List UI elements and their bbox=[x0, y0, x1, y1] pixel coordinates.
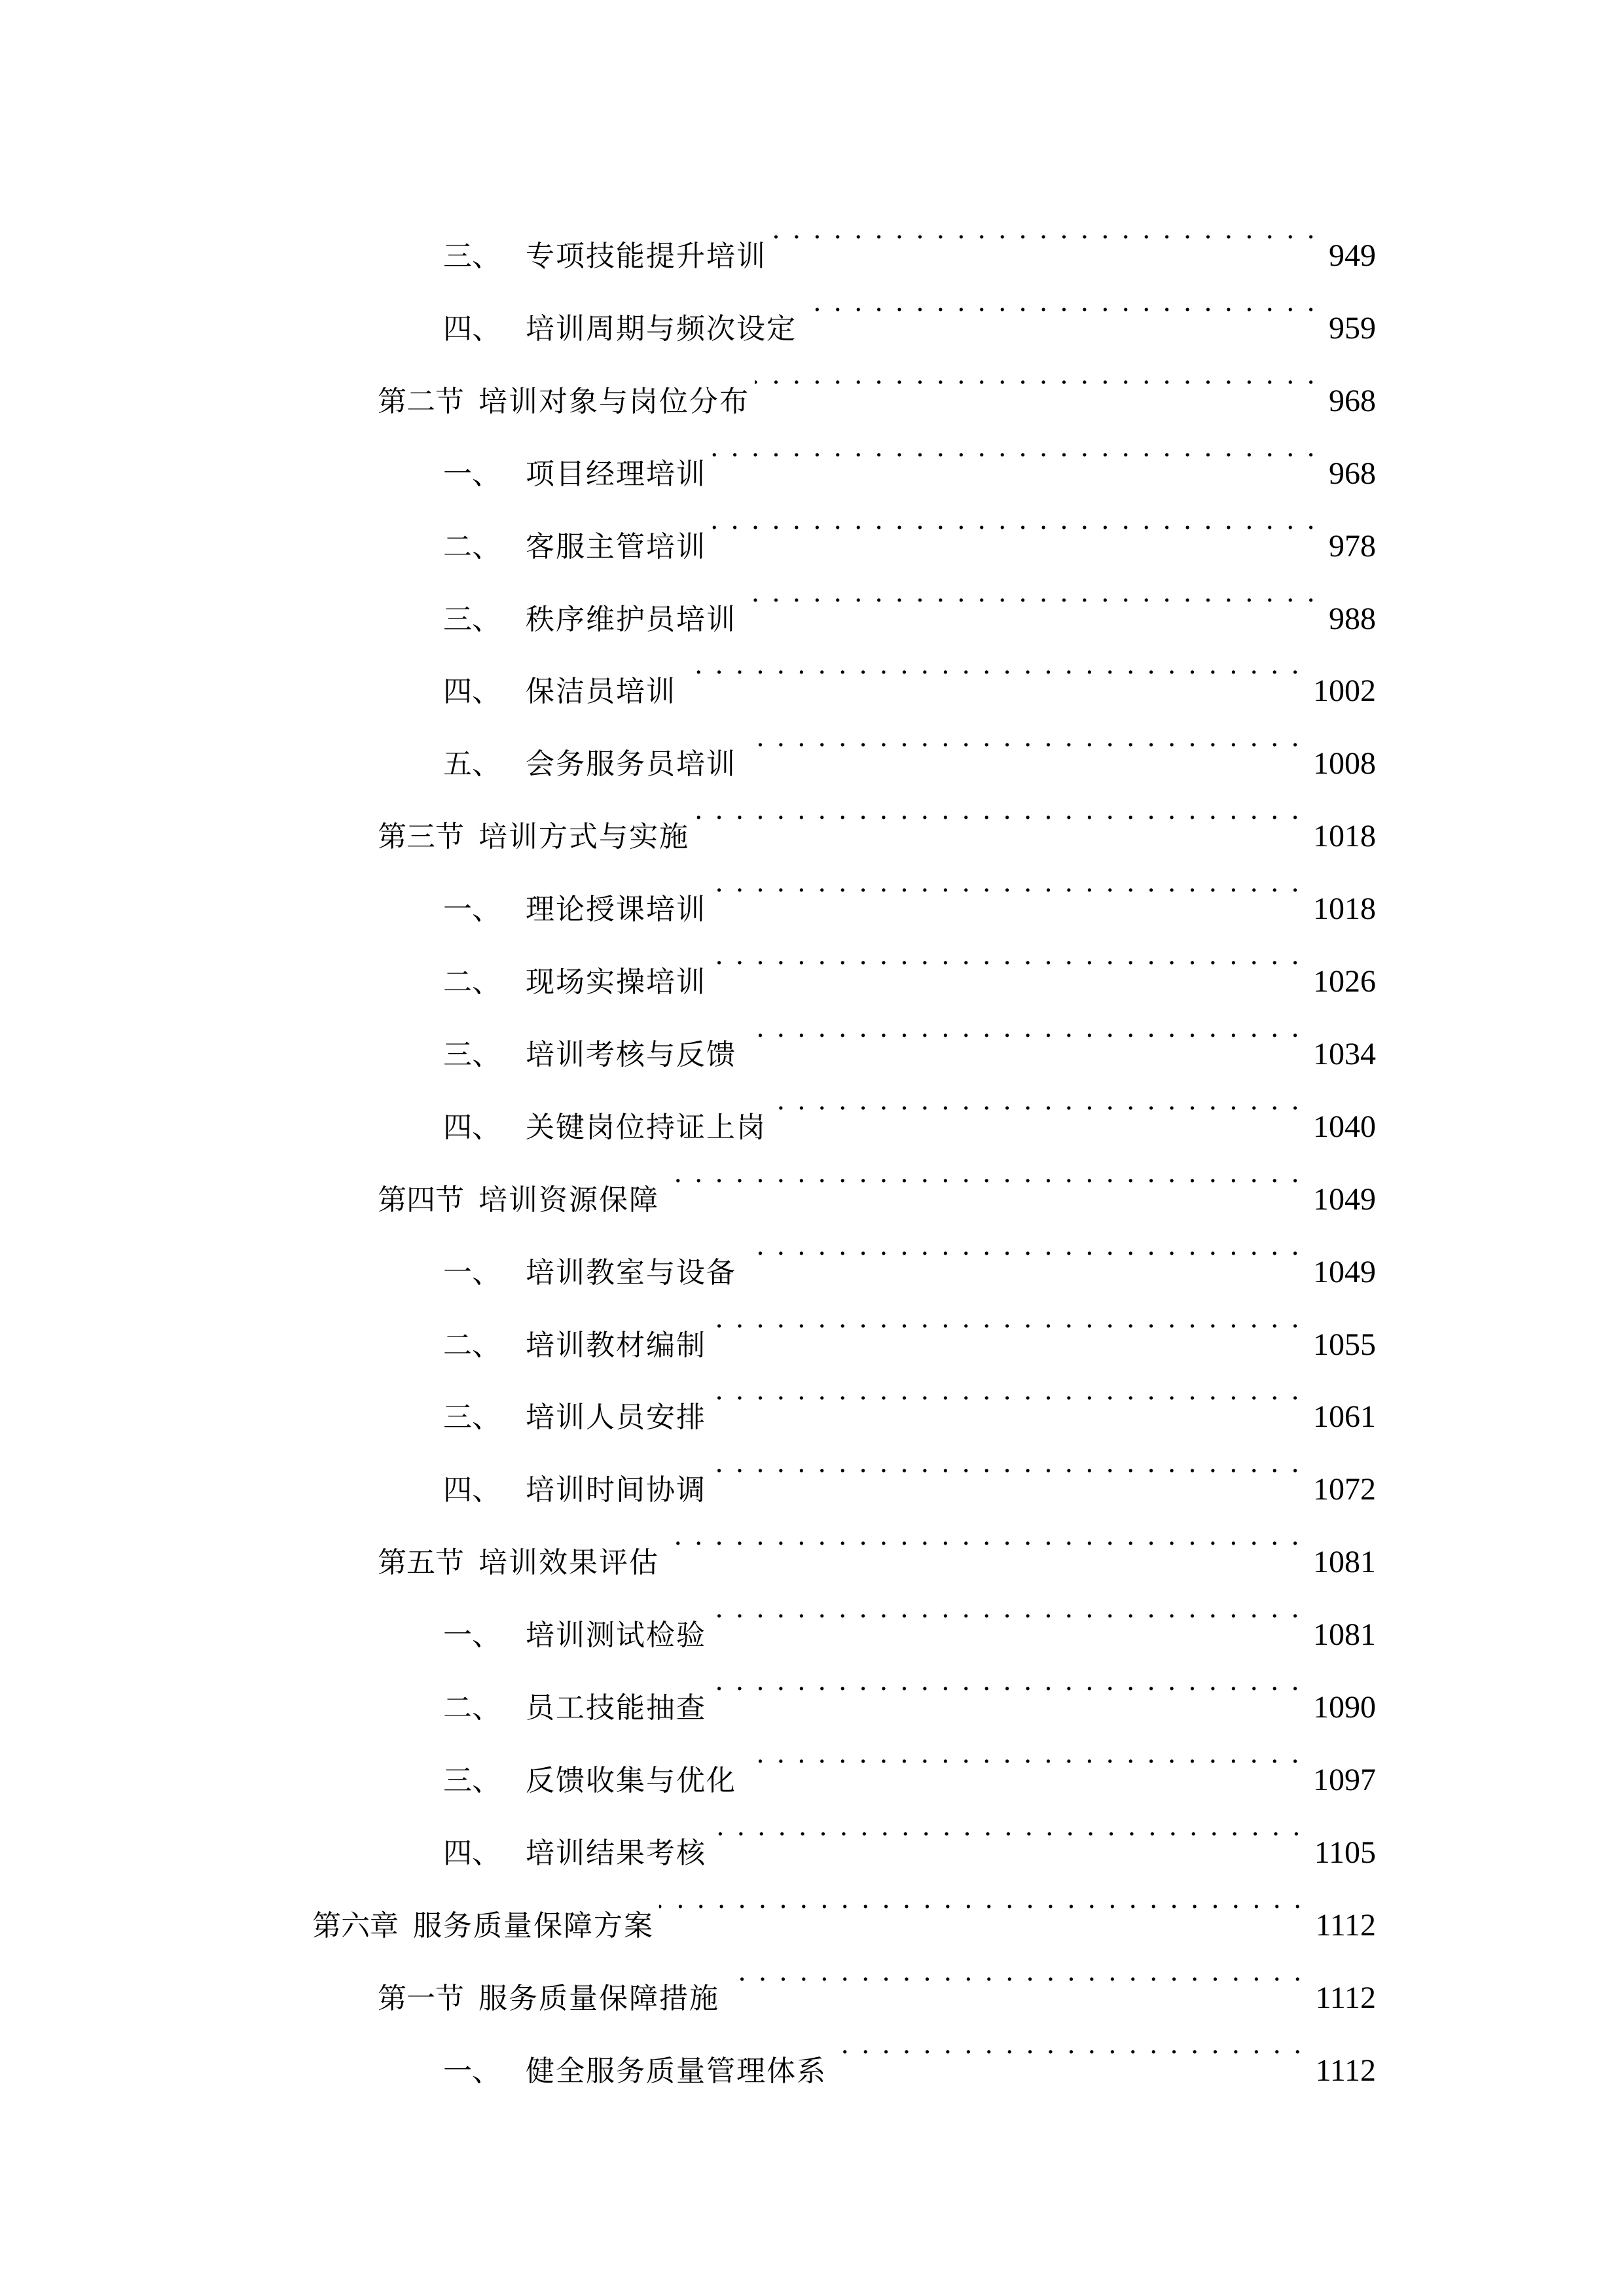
dot-leader bbox=[712, 920, 1301, 992]
entry-title: 会务服务员培训 bbox=[526, 747, 736, 781]
entry-number: 四、 bbox=[443, 675, 501, 708]
entry-title: 培训考核与反馈 bbox=[526, 1038, 736, 1071]
entry-number: 一、 bbox=[443, 893, 501, 926]
entry-title: 专项技能提升培训 bbox=[526, 240, 767, 273]
entry-title: 培训效果评估 bbox=[478, 1546, 659, 1579]
dot-leader bbox=[755, 339, 1317, 411]
entry-title: 项目经理培训 bbox=[526, 457, 706, 491]
dot-leader bbox=[742, 557, 1317, 629]
dot-leader bbox=[742, 702, 1301, 774]
toc-entry[interactable] bbox=[0, 1645, 1624, 1725]
dot-leader bbox=[659, 1863, 1304, 1935]
entry-number: 第一节 bbox=[378, 1982, 464, 2015]
dot-leader bbox=[712, 1427, 1301, 1499]
entry-number: 一、 bbox=[443, 2054, 501, 2088]
toc-entry[interactable] bbox=[0, 847, 1624, 926]
entry-number: 二、 bbox=[443, 1691, 501, 1725]
entry-title: 培训资源保障 bbox=[478, 1183, 659, 1217]
page-number: 1097 bbox=[1313, 1763, 1376, 1797]
page-number: 1018 bbox=[1313, 819, 1376, 853]
entry-number: 第四节 bbox=[378, 1183, 464, 1217]
dot-leader bbox=[832, 2009, 1304, 2081]
dot-leader bbox=[742, 1210, 1301, 1282]
toc-entry[interactable] bbox=[0, 702, 1624, 781]
dot-leader bbox=[695, 774, 1301, 846]
entry-title: 员工技能抽查 bbox=[526, 1691, 706, 1725]
entry-number: 四、 bbox=[443, 312, 501, 346]
entry-number: 三、 bbox=[443, 1401, 501, 1434]
toc-entry[interactable] bbox=[0, 1500, 1624, 1579]
entry-number: 三、 bbox=[443, 603, 501, 636]
toc-entry[interactable] bbox=[0, 1791, 1624, 1870]
entry-title: 秩序维护员培训 bbox=[526, 603, 736, 636]
toc-entry[interactable] bbox=[0, 1355, 1624, 1434]
entry-number: 三、 bbox=[443, 1038, 501, 1071]
toc-entry[interactable] bbox=[0, 1936, 1624, 2015]
page-number: 988 bbox=[1329, 601, 1376, 636]
page-number: 1090 bbox=[1313, 1690, 1376, 1725]
entry-title: 服务质量保障方案 bbox=[413, 1909, 654, 1943]
page-number: 968 bbox=[1329, 384, 1376, 418]
dot-leader bbox=[712, 1355, 1301, 1427]
toc-entry[interactable] bbox=[0, 774, 1624, 853]
toc-entry[interactable] bbox=[0, 557, 1624, 636]
page-number: 1112 bbox=[1315, 2053, 1376, 2088]
page-number: 1072 bbox=[1313, 1472, 1376, 1507]
dot-leader bbox=[725, 1936, 1304, 2008]
dot-leader bbox=[712, 1791, 1303, 1863]
toc-entry[interactable] bbox=[0, 266, 1624, 346]
page-number: 1002 bbox=[1313, 673, 1376, 708]
page-number: 1008 bbox=[1313, 746, 1376, 781]
toc-entry[interactable] bbox=[0, 1427, 1624, 1507]
dot-leader bbox=[712, 1573, 1301, 1645]
page-number: 1081 bbox=[1313, 1617, 1376, 1652]
entry-number: 四、 bbox=[443, 1473, 501, 1507]
entry-number: 五、 bbox=[443, 747, 501, 781]
toc-entry[interactable] bbox=[0, 194, 1624, 273]
page-number: 1081 bbox=[1313, 1545, 1376, 1579]
entry-number: 第六章 bbox=[312, 1909, 399, 1943]
entry-number: 一、 bbox=[443, 1256, 501, 1289]
entry-number: 第五节 bbox=[378, 1546, 464, 1579]
page-number: 959 bbox=[1329, 311, 1376, 346]
entry-number: 第三节 bbox=[378, 820, 464, 853]
toc-entry[interactable] bbox=[0, 1573, 1624, 1652]
toc-entry[interactable] bbox=[0, 1718, 1624, 1797]
dot-leader bbox=[681, 629, 1301, 701]
toc-entry[interactable] bbox=[0, 484, 1624, 564]
entry-number: 一、 bbox=[443, 1619, 501, 1652]
entry-title: 服务质量保障措施 bbox=[478, 1982, 719, 2015]
page-number: 1026 bbox=[1313, 964, 1376, 999]
page-number: 949 bbox=[1329, 238, 1376, 273]
dot-leader bbox=[712, 847, 1301, 919]
entry-title: 培训方式与实施 bbox=[478, 820, 689, 853]
entry-title: 培训人员安排 bbox=[526, 1401, 706, 1434]
page-number: 1034 bbox=[1313, 1037, 1376, 1071]
dot-leader bbox=[802, 266, 1317, 338]
entry-title: 培训对象与岗位分布 bbox=[478, 385, 749, 418]
entry-number: 二、 bbox=[443, 1329, 501, 1362]
page-number: 1049 bbox=[1313, 1255, 1376, 1289]
dot-leader bbox=[712, 412, 1317, 484]
dot-leader bbox=[712, 1283, 1301, 1355]
entry-title: 培训结果考核 bbox=[526, 1837, 706, 1870]
entry-title: 培训教室与设备 bbox=[526, 1256, 736, 1289]
entry-title: 保洁员培训 bbox=[526, 675, 676, 708]
entry-title: 培训周期与频次设定 bbox=[526, 312, 797, 346]
toc-entry[interactable] bbox=[0, 1863, 1624, 1943]
toc-entry[interactable] bbox=[0, 1138, 1624, 1217]
dot-leader bbox=[664, 1500, 1301, 1572]
entry-title: 培训时间协调 bbox=[526, 1473, 706, 1507]
toc-entry[interactable] bbox=[0, 1283, 1624, 1362]
page-number: 1112 bbox=[1315, 1981, 1376, 2015]
entry-number: 三、 bbox=[443, 240, 501, 273]
dot-leader bbox=[664, 1138, 1301, 1210]
page-number: 1105 bbox=[1314, 1835, 1376, 1870]
entry-title: 健全服务质量管理体系 bbox=[526, 2054, 827, 2088]
entry-number: 二、 bbox=[443, 965, 501, 999]
entry-number: 一、 bbox=[443, 457, 501, 491]
entry-title: 理论授课培训 bbox=[526, 893, 706, 926]
entry-title: 现场实操培训 bbox=[526, 965, 706, 999]
page-number: 1040 bbox=[1313, 1109, 1376, 1144]
entry-title: 培训教材编制 bbox=[526, 1329, 706, 1362]
dot-leader bbox=[742, 1718, 1301, 1790]
toc-entry[interactable] bbox=[0, 412, 1624, 491]
entry-number: 四、 bbox=[443, 1111, 501, 1144]
toc-entry[interactable] bbox=[0, 1065, 1624, 1144]
dot-leader bbox=[712, 1645, 1301, 1717]
page-number: 1018 bbox=[1313, 891, 1376, 926]
entry-title: 反馈收集与优化 bbox=[526, 1764, 736, 1797]
entry-number: 四、 bbox=[443, 1837, 501, 1870]
dot-leader bbox=[772, 1065, 1301, 1137]
toc-entry[interactable] bbox=[0, 1210, 1624, 1289]
page-number: 1061 bbox=[1313, 1399, 1376, 1434]
entry-title: 关键岗位持证上岗 bbox=[526, 1111, 767, 1144]
toc-entry[interactable] bbox=[0, 920, 1624, 999]
page-number: 978 bbox=[1329, 529, 1376, 564]
dot-leader bbox=[742, 992, 1301, 1064]
toc-entry[interactable] bbox=[0, 339, 1624, 418]
page-number: 1055 bbox=[1313, 1327, 1376, 1362]
entry-number: 三、 bbox=[443, 1764, 501, 1797]
entry-number: 第二节 bbox=[378, 385, 464, 418]
page-number: 968 bbox=[1329, 456, 1376, 491]
toc-entry[interactable] bbox=[0, 629, 1624, 708]
dot-leader bbox=[772, 194, 1317, 266]
dot-leader bbox=[712, 484, 1317, 556]
entry-number: 二、 bbox=[443, 530, 501, 564]
page-number: 1112 bbox=[1315, 1908, 1376, 1943]
toc-entry[interactable] bbox=[0, 992, 1624, 1071]
entry-title: 客服主管培训 bbox=[526, 530, 706, 564]
toc-entry[interactable] bbox=[0, 2009, 1624, 2088]
entry-title: 培训测试检验 bbox=[526, 1619, 706, 1652]
page-number: 1049 bbox=[1313, 1182, 1376, 1217]
